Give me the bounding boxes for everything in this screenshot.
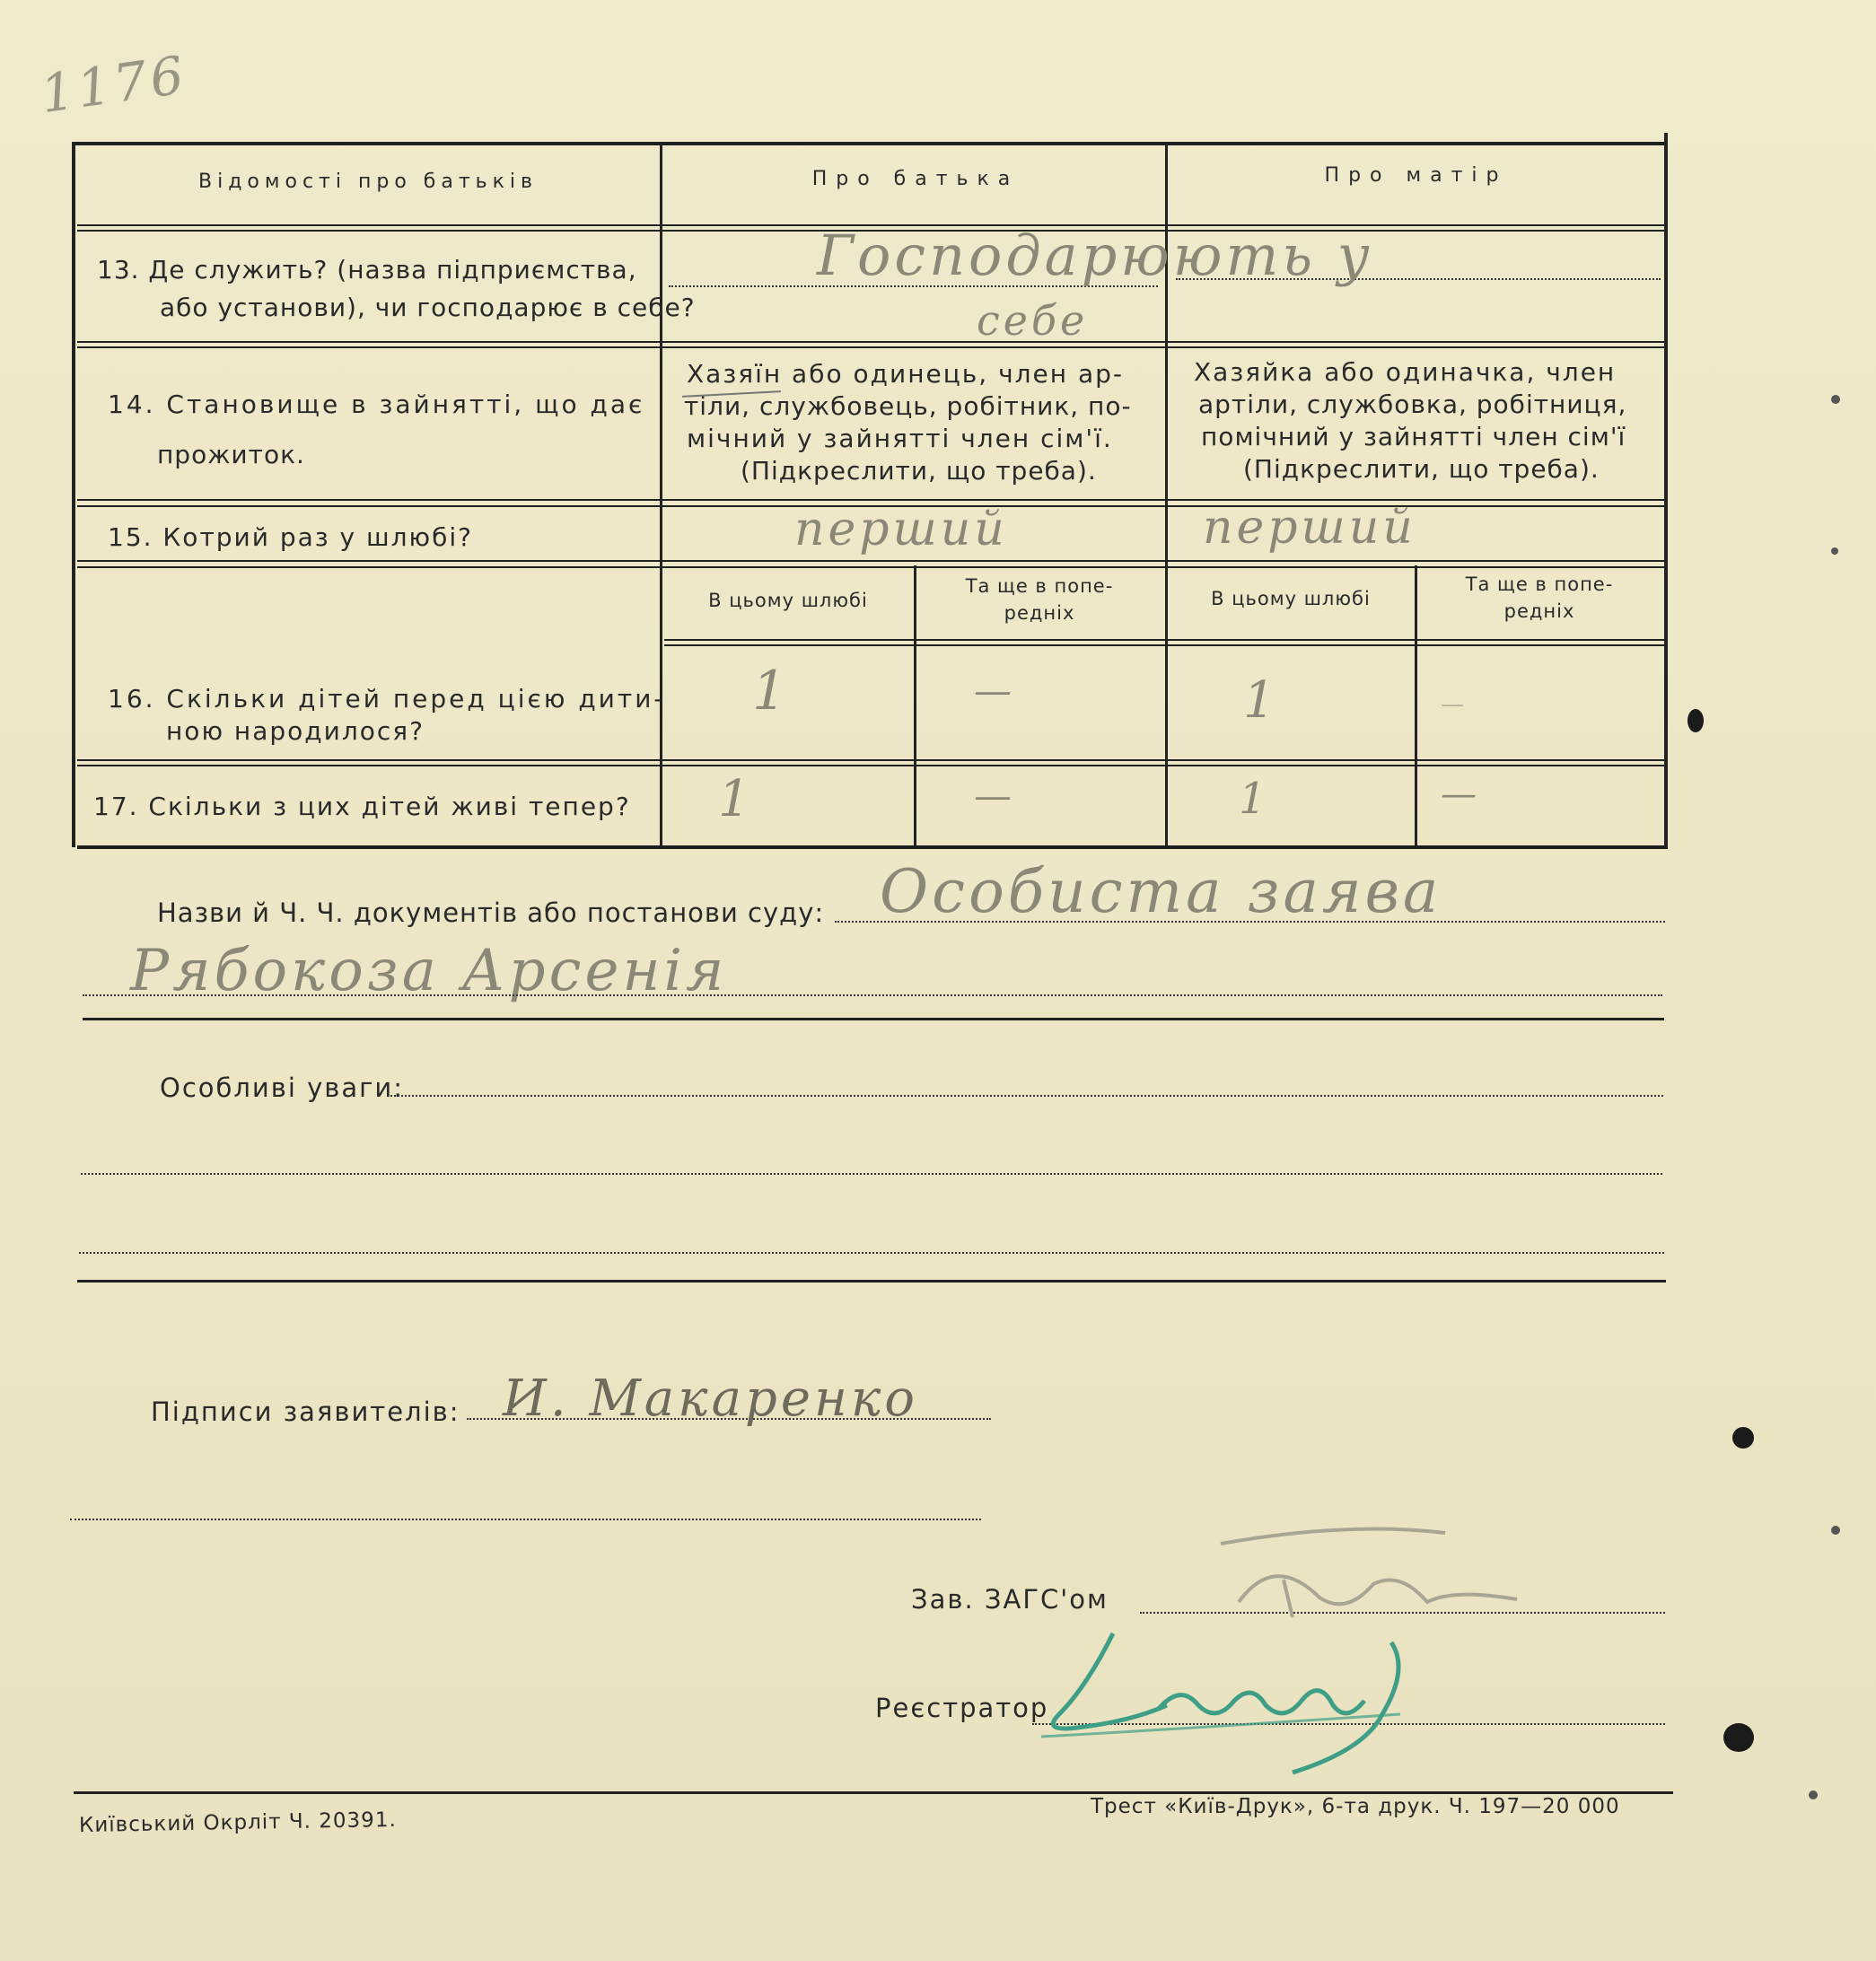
- subhead-father-this: В цьому шлюбі: [708, 590, 868, 611]
- remarks-line-2: [81, 1173, 1662, 1175]
- documents-label: Назви й Ч. Ч. документів або постанови суду:: [157, 897, 825, 928]
- q17-mother-prev: —: [1441, 774, 1480, 815]
- q15-father-answer: перший: [794, 503, 1008, 556]
- q14-label-line1: 14. Становище в зайнятті, що дає: [108, 390, 645, 419]
- q15-mother-answer: перший: [1203, 501, 1416, 555]
- footer-right: Трест «Київ-Друк», 6-та друк. Ч. 197—20 000: [1091, 1795, 1620, 1818]
- subhead-father-prev-1: Та ще в попе-: [965, 575, 1114, 597]
- remarks-label: Особливі уваги:: [160, 1072, 405, 1103]
- subhead-mother-prev-1: Та ще в попе-: [1465, 573, 1614, 595]
- remarks-divider: [77, 1280, 1666, 1283]
- q16-father-prev: —: [974, 669, 1015, 713]
- q16-father-this: 1: [752, 660, 791, 722]
- corner-mark: 1176: [37, 43, 191, 126]
- header-parents-info: Відомості про батьків: [198, 171, 538, 193]
- q13-answer-line1: Господарюють у: [817, 223, 1373, 288]
- q17-mother-this: 1: [1239, 774, 1270, 824]
- q15-label: 15. Котрий раз у шлюбі?: [108, 522, 474, 552]
- subhead-mother-this: В цьому шлюбі: [1211, 588, 1371, 609]
- q16-label-line2: ною народилося?: [166, 716, 425, 746]
- head-label: Зав. ЗАГС'ом: [911, 1584, 1109, 1615]
- registrar-signature-mark: [1023, 1615, 1454, 1786]
- footer-rule: [74, 1791, 1673, 1794]
- footer-left: Київський Окрліт Ч. 20391.: [78, 1808, 397, 1838]
- q16-mother-prev: —: [1441, 691, 1468, 718]
- form-page: 1176 Відомості про батьків Про батька Про матір 13. Де служить? (назва підприємства, або установи), чи господарює в себе? Господарюють у себе 14. Становище в зайнятті, що дає прожиток. Хазяїн або одинець, член ар- тіли, службовець, робітник, по- мічний у зайнятті член сім'ї. (Підкреслити, що треба). Хазяйка або одиначка, член артіли, службовка, робітниця, помічний у зайнятті член сім'ї (Підкреслити, що треба). 15. Котрий раз у шлюбі? перший перший В цьому шлюбі Та ще в попе- редніх В цьому шлюбі Та ще в попе- редніх 16. Скільки дітей перед цією дити- ною народилося? 1 — 1 — 17. Скільки з цих дітей живі тепер? 1 — 1 — Назви й Ч. Ч. документів або постанови суду: Особиста заява Рябокоза Арсенія Особливі уваги: Підписи заявителів: И. Макаренко Зав. ЗАГС'ом Реєстратор Київський Окрліт Ч. 20391. Трест «Київ-Друк», 6-та друк. Ч. 197—20 000: [0, 0, 1876, 1961]
- header-mother: Про матір: [1324, 164, 1508, 187]
- q17-father-this: 1: [718, 770, 754, 828]
- documents-divider: [83, 1018, 1664, 1020]
- q13-answer-line2: себе: [977, 296, 1089, 345]
- q16-label-line1: 16. Скільки дітей перед цією дити-: [108, 684, 666, 713]
- applicants-label: Підписи заявителів:: [151, 1396, 460, 1427]
- q13-label-line1: 13. Де служить? (назва підприємства,: [97, 255, 637, 285]
- remarks-line-1: [390, 1095, 1663, 1097]
- q16-mother-this: 1: [1243, 671, 1279, 730]
- documents-line-2: [83, 994, 1662, 996]
- q14-label-line2: прожиток.: [157, 440, 305, 469]
- header-father: Про батька: [811, 168, 1020, 190]
- remarks-line-3: [79, 1252, 1664, 1254]
- applicants-signature: И. Макаренко: [503, 1370, 919, 1428]
- documents-value-line2: Рябокоза Арсенія: [130, 938, 728, 1004]
- documents-value-line1: Особиста заява: [880, 857, 1442, 926]
- q13-label-line2: або установи), чи господарює в себе?: [160, 293, 696, 322]
- q17-father-prev: —: [974, 774, 1015, 818]
- applicants-line-2: [70, 1519, 981, 1520]
- subhead-father-prev-2: редніх: [1004, 602, 1075, 624]
- subhead-mother-prev-2: редніх: [1503, 600, 1575, 622]
- q17-label: 17. Скільки з цих дітей живі тепер?: [93, 792, 631, 821]
- registrar-label: Реєстратор: [875, 1693, 1049, 1723]
